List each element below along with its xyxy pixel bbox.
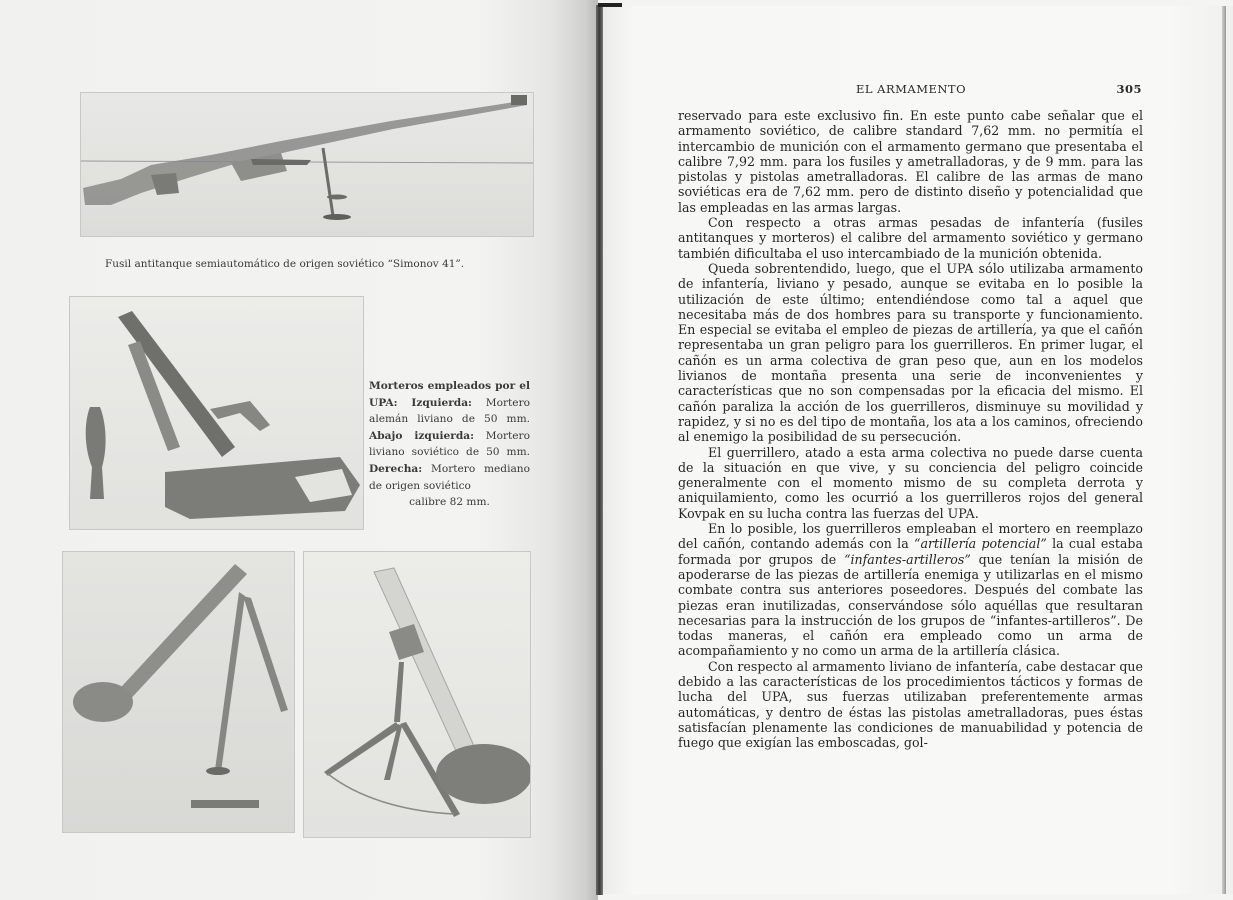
mortar-caption	[369, 378, 530, 511]
paragraph: reservado para este exclusivo fin. En este punto cabe señalar que el armamento soviético, de calibre standard 7,62 mm. no permitía el intercambio de munición con el armamento germano que presentaba el calibre 7,92 mm. para los fusiles y ametralladoras, y de 9 mm. para las pistolas y pistolas ametralladoras. El calibre de las armas de mano soviéticas era de 7,62 mm. pero de distinto diseño y potencialidad que las empleadas en las armas largas.	[678, 108, 1143, 215]
paragraph-text: la cual estaba formada por grupos de	[678, 536, 1143, 567]
german-mortar-illustration	[70, 297, 363, 529]
german-mortar-photo	[69, 296, 364, 530]
paragraph-text: En lo posible, los guerrilleros empleaban el mortero en reemplazo del cañón, contando además con la	[678, 521, 1143, 552]
italic-term: “infantes-artilleros”	[844, 551, 971, 567]
caption-lead: Morteros empleados por el UPA:	[369, 380, 530, 409]
page-number: 305	[1116, 82, 1142, 96]
book-spine	[596, 5, 603, 895]
paragraph: Con respecto a otras armas pesadas de infantería (fusiles antitanques y morteros) el calibre del armamento soviético y germano también dificultaba el uso intercambiado de la munición obtenida.	[678, 215, 1143, 261]
paragraph: Queda sobrentendido, luego, que el UPA sólo utilizaba armamento de infantería, liviano y pesado, aunque se evitaba en lo posible la utilización de este último; entendiéndose como tal a aquel que necesitaba más de dos hombres para su transporte y funcionamiento. En especial se evitaba el empleo de piezas de artillería, ya que el cañón representaba un gran peligro para los guerrilleros. En primer lugar, el cañón es un arma colectiva de gran peso que, aun en los modelos livianos de montaña presenta una serie de inconvenientes y características que no son compensadas por la eficacia del mismo. El cañón paraliza la acción de los guerrilleros, disminuye su movilidad y rapidez, y si no es del tipo de montaña, los ata a los caminos, ofreciendo al enemigo la posibilidad de su persecución.	[678, 260, 1143, 445]
spine-top-edge	[598, 3, 622, 7]
rifle-caption: Fusil antitanque semiautomático de origen soviético “Simonov 41”.	[105, 258, 465, 270]
italic-term: “artillería potencial”	[914, 536, 1047, 552]
paragraph	[678, 521, 1143, 659]
paragraph: Con respecto al armamento liviano de infantería, cabe destacar que debido a las características de los procedimientos tácticos y formas de lucha del UPA, sus fuerzas utilizaban preferentemente armas automáticas, y dentro de éstas las pistolas ametralladoras, pues éstas satisfacían plenamente las condiciones de manuabilidad y potencia de fuego que exigían las emboscadas, gol-	[678, 658, 1143, 751]
soviet-light-mortar-illustration	[63, 552, 294, 832]
soviet-medium-mortar-illustration	[304, 552, 530, 837]
soviet-medium-mortar-photo	[303, 551, 531, 838]
antitank-rifle-photo	[80, 92, 534, 237]
caption-left-text: Mortero alemán liviano de 50 mm.	[369, 396, 531, 426]
paragraph-text: que tenían la misión de apoderarse de las piezas de artillería enemiga y utilizarlas en el mismo combate contra sus anteriores poseedores. Después del combate las piezas eran inutilizadas, conservándose sólo aquéllas que resultaran necesarias para la instrucción de los grupos de “infantes-artilleros”. De todas maneras, el cañón era empleado como un arma de acompañamiento y no como un arma de la artillería clásica.	[678, 551, 1143, 659]
page-edge	[1222, 6, 1226, 894]
body-text	[678, 108, 1143, 750]
caption-below-left-text: Mortero liviano soviético de 50 mm.	[369, 429, 530, 459]
caption-right-label: Derecha:	[369, 462, 423, 475]
paragraph: El guerrillero, atado a esta arma colectiva no puede darse cuenta de la situación en que vive, y su conciencia del peligro coincide generalmente con el momento mismo de su completa derrota y aniquilamiento, como les ocurrió a los guerrilleros rojos del general Kovpak en su lucha contra las fuerzas del UPA.	[678, 444, 1143, 521]
caption-right-text: Mortero mediano de origen soviético	[369, 462, 530, 492]
caption-below-left-label: Abajo izquierda:	[369, 429, 475, 442]
chapter-title: EL ARMAMENTO	[855, 82, 967, 96]
caption-right-last: calibre 82 mm.	[409, 496, 490, 509]
rifle-illustration	[81, 93, 533, 236]
caption-left-label: Izquierda:	[411, 396, 472, 409]
soviet-light-mortar-photo	[62, 551, 295, 833]
